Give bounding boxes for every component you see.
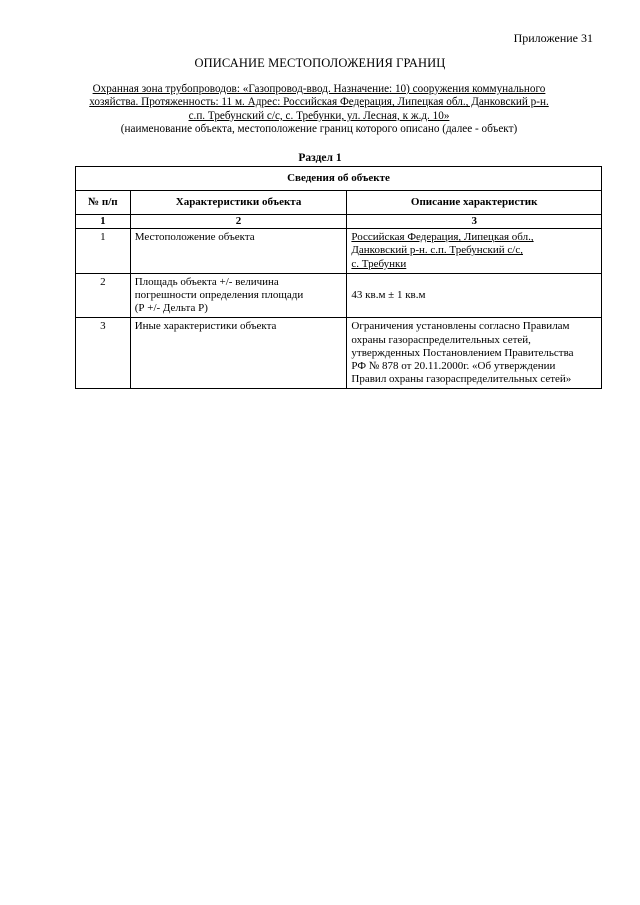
object-caption: (наименование объекта, местоположение границ которого описано (далее - объект) — [120, 123, 518, 136]
row-description — [347, 318, 602, 389]
object-description — [80, 83, 558, 137]
description-line: с. Требунки — [351, 257, 407, 270]
column-header-description: Описание характеристик — [347, 191, 602, 215]
description-line: охраны газораспределительных сетей, — [351, 333, 531, 346]
object-line-1: Охранная зона трубопроводов: «Газопровод-ввод. Назначение: 10) сооружения коммунального — [92, 83, 546, 95]
row-characteristic — [130, 229, 347, 274]
section-label: Раздел 1 — [298, 152, 342, 164]
document-title: ОПИСАНИЕ МЕСТОПОЛОЖЕНИЯ ГРАНИЦ — [194, 56, 446, 70]
object-line-2: хозяйства. Протяженность: 11 м. Адрес: Российская Федерация, Липецкая обл., Данковский р-н. — [89, 96, 549, 109]
object-info-table — [75, 166, 602, 389]
column-header-num: № п/п — [76, 191, 131, 215]
characteristic-line: Местоположение объекта — [134, 231, 255, 244]
table-title: Сведения об объекте — [76, 167, 602, 191]
table-row — [76, 229, 602, 274]
characteristic-line: Иные характеристики объекта — [134, 320, 277, 333]
table-row — [76, 318, 602, 389]
description-line: Данковский р-н. с.п. Требунский с/с, — [351, 244, 523, 257]
characteristic-line: (Р +/- Дельта Р) — [134, 302, 208, 315]
column-number-3: 3 — [347, 215, 602, 229]
description-line: Ограничения установлены согласно Правилам — [351, 320, 570, 333]
description-line: Правил охраны газораспределительных сетей» — [351, 373, 572, 386]
row-characteristic — [130, 273, 347, 318]
row-number: 2 — [76, 273, 131, 318]
description-line: 43 кв.м ± 1 кв.м — [351, 289, 426, 302]
column-header-characteristic: Характеристики объекта — [130, 191, 347, 215]
row-description — [347, 273, 602, 318]
column-number-2: 2 — [130, 215, 347, 229]
appendix-label: Приложение 31 — [513, 31, 593, 45]
row-number: 1 — [76, 229, 131, 274]
row-description — [347, 229, 602, 274]
description-line: РФ № 878 от 20.11.2000г. «Об утверждении — [351, 360, 556, 373]
row-number: 3 — [76, 318, 131, 389]
column-number-1: 1 — [76, 215, 131, 229]
object-line-3: с.п. Требунский с/с, с. Требунки, ул. Лесная, к ж.д. 10» — [188, 109, 450, 122]
characteristic-line: Площадь объекта +/- величина — [134, 275, 279, 288]
description-line: утвержденных Постановлением Правительства — [351, 346, 574, 359]
row-characteristic — [130, 318, 347, 389]
table-row — [76, 273, 602, 318]
description-line: Российская Федерация, Липецкая обл., — [351, 231, 534, 244]
characteristic-line: погрешности определения площади — [134, 289, 304, 302]
